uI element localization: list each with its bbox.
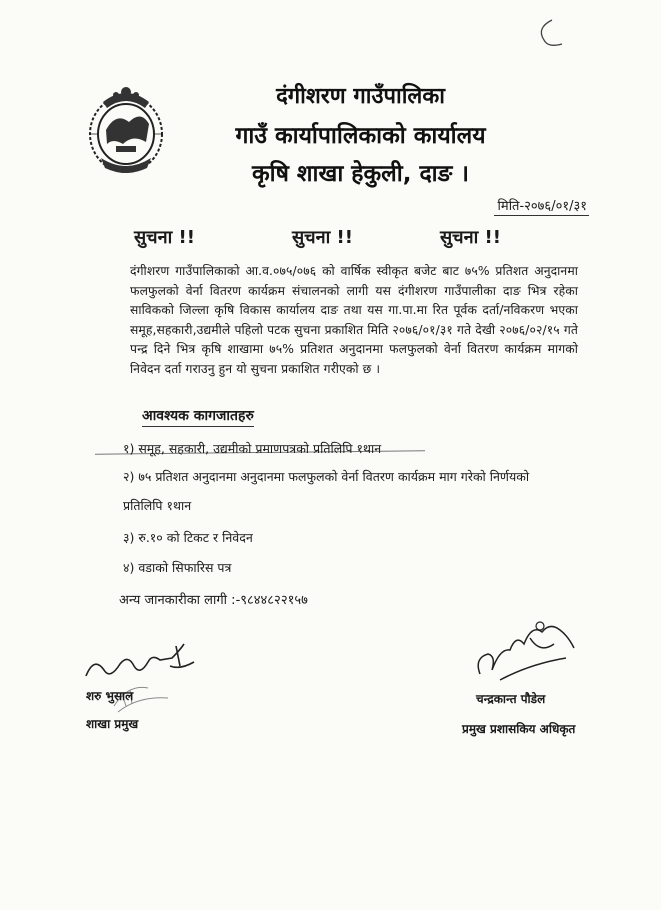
notice-title-2: सुचना !!: [292, 227, 353, 248]
right-signature: [470, 614, 590, 692]
requirements-heading: आवश्यक कागजातहरु: [142, 406, 254, 427]
notice-title-1: सुचना !!: [134, 227, 195, 248]
pen-mark: [530, 14, 570, 54]
right-signatory-name: चन्द्रकान्त पौडेल: [476, 692, 546, 706]
left-signatory-name: शरु भुसाल: [86, 689, 134, 703]
requirement-item: ३) रु.१० को टिकट र निवेदन: [123, 530, 253, 545]
municipality-title: दंगीशरण गाउँपालिका: [276, 84, 445, 109]
right-signatory-title: प्रमुख प्रशासकिय अधिकृत: [462, 722, 576, 736]
requirement-item: २) ७५ प्रतिशत अनुदानमा अनुदानमा फलफुलको वेर्ना वितरण कार्यक्रम माग गरेको निर्णयको: [123, 469, 530, 484]
contact-info: अन्य जानकारीका लागी :-९८४४८२२१५७: [119, 593, 308, 608]
notice-title-3: सुचना !!: [440, 227, 501, 248]
notice-body: दंगीशरण गाउँपालिकाको आ.व.०७५/०७६ को वार्षिक स्वीकृत बजेट बाट ७५% प्रतिशत अनुदानमा फलफुलको वेर्ना वितरण कार्यक्रम संचालनको लागी यस दंगीशरण गाउँपालीका दाङ भित्र रहेका साविकको जिल्ला कृषि विकास कार्यालय दाङ तथा यस गा.पा.मा रित पूर्वक दर्ता/नविकरण भएका समूह,सहकारी,उद्यमीले पहिलो पटक सुचना प्रकाशित मिति २०७६/०१/३१ गते देखी २०७६/०२/१५ गते पन्द्र दिने भित्र कृषि शाखामा ७५% प्रतिशत अनुदानमा फलफुलको वेर्ना वितरण कार्यक्रम मागको निवेदन दर्ता गराउनु हुन यो सुचना प्रकाशित गरीएको छ ।: [130, 264, 578, 376]
office-title: गाउँ कार्यापालिकाको कार्यालय: [235, 123, 486, 149]
requirement-item: १) समूह, सहकारी, उद्यमीको प्रमाणपत्रको प्रतिलिपि १थान: [123, 441, 382, 456]
requirement-item: ४) वडाको सिफारिस पत्र: [123, 560, 232, 575]
date: मिति-२०७६/०१/३१: [494, 196, 589, 216]
requirement-item-continued: प्रतिलिपि १थान: [123, 498, 192, 513]
section-title: कृषि शाखा हेकुली, दाङ ।: [251, 161, 469, 187]
left-signatory-title: शाखा प्रमुख: [86, 717, 139, 731]
